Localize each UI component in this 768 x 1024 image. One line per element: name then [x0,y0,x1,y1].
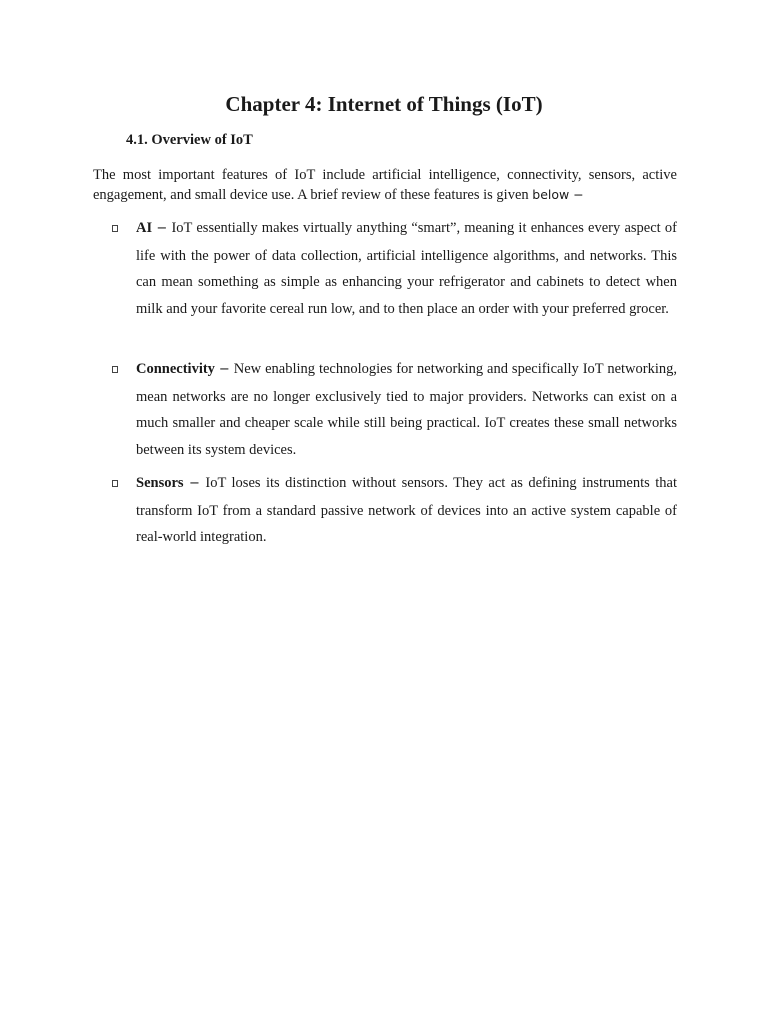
feature-term: AI [136,220,153,236]
square-bullet-icon [112,366,118,373]
feature-term: Connectivity [136,361,215,377]
feature-term: Sensors [136,475,184,491]
feature-description: New enabling technologies for networking and specifically IoT networking, mean networks are no longer exclusively tied to major providers. Networks can exist on a much smaller and cheaper scale while still being practical. IoT creates these small networks between its system devices. [136,361,677,458]
feature-description: IoT loses its distinction without sensors. They act as defining instruments that transform IoT from a standard passive network of devices into an active system capable of real-world integration. [136,475,677,546]
feature-description: IoT essentially makes virtually anything “smart”, meaning it enhances every aspect of life with the power of data collection, artificial intelligence algorithms, and networks. This can mean something as simple as enhancing your refrigerator and cabinets to detect when milk and your favorite cereal run low, and to then place an order with your preferred grocer. [136,220,677,317]
chapter-title: Chapter 4: Internet of Things (IoT) [225,92,543,116]
intro-text: The most important features of IoT include artificial intelligence, connectivity, sensors, active engagement, and small device use. A brief review of these features is given [93,167,677,203]
feature-text [136,215,677,322]
intro-tail: below − [532,187,584,202]
square-bullet-icon [112,480,118,487]
feature-text [136,470,677,551]
section-heading: 4.1. Overview of IoT [126,132,253,148]
intro-paragraph [93,165,677,205]
feature-separator: − [218,362,230,377]
feature-text [136,356,677,463]
feature-separator: − [156,221,168,236]
square-bullet-icon [112,225,118,232]
feature-separator: − [189,476,200,491]
